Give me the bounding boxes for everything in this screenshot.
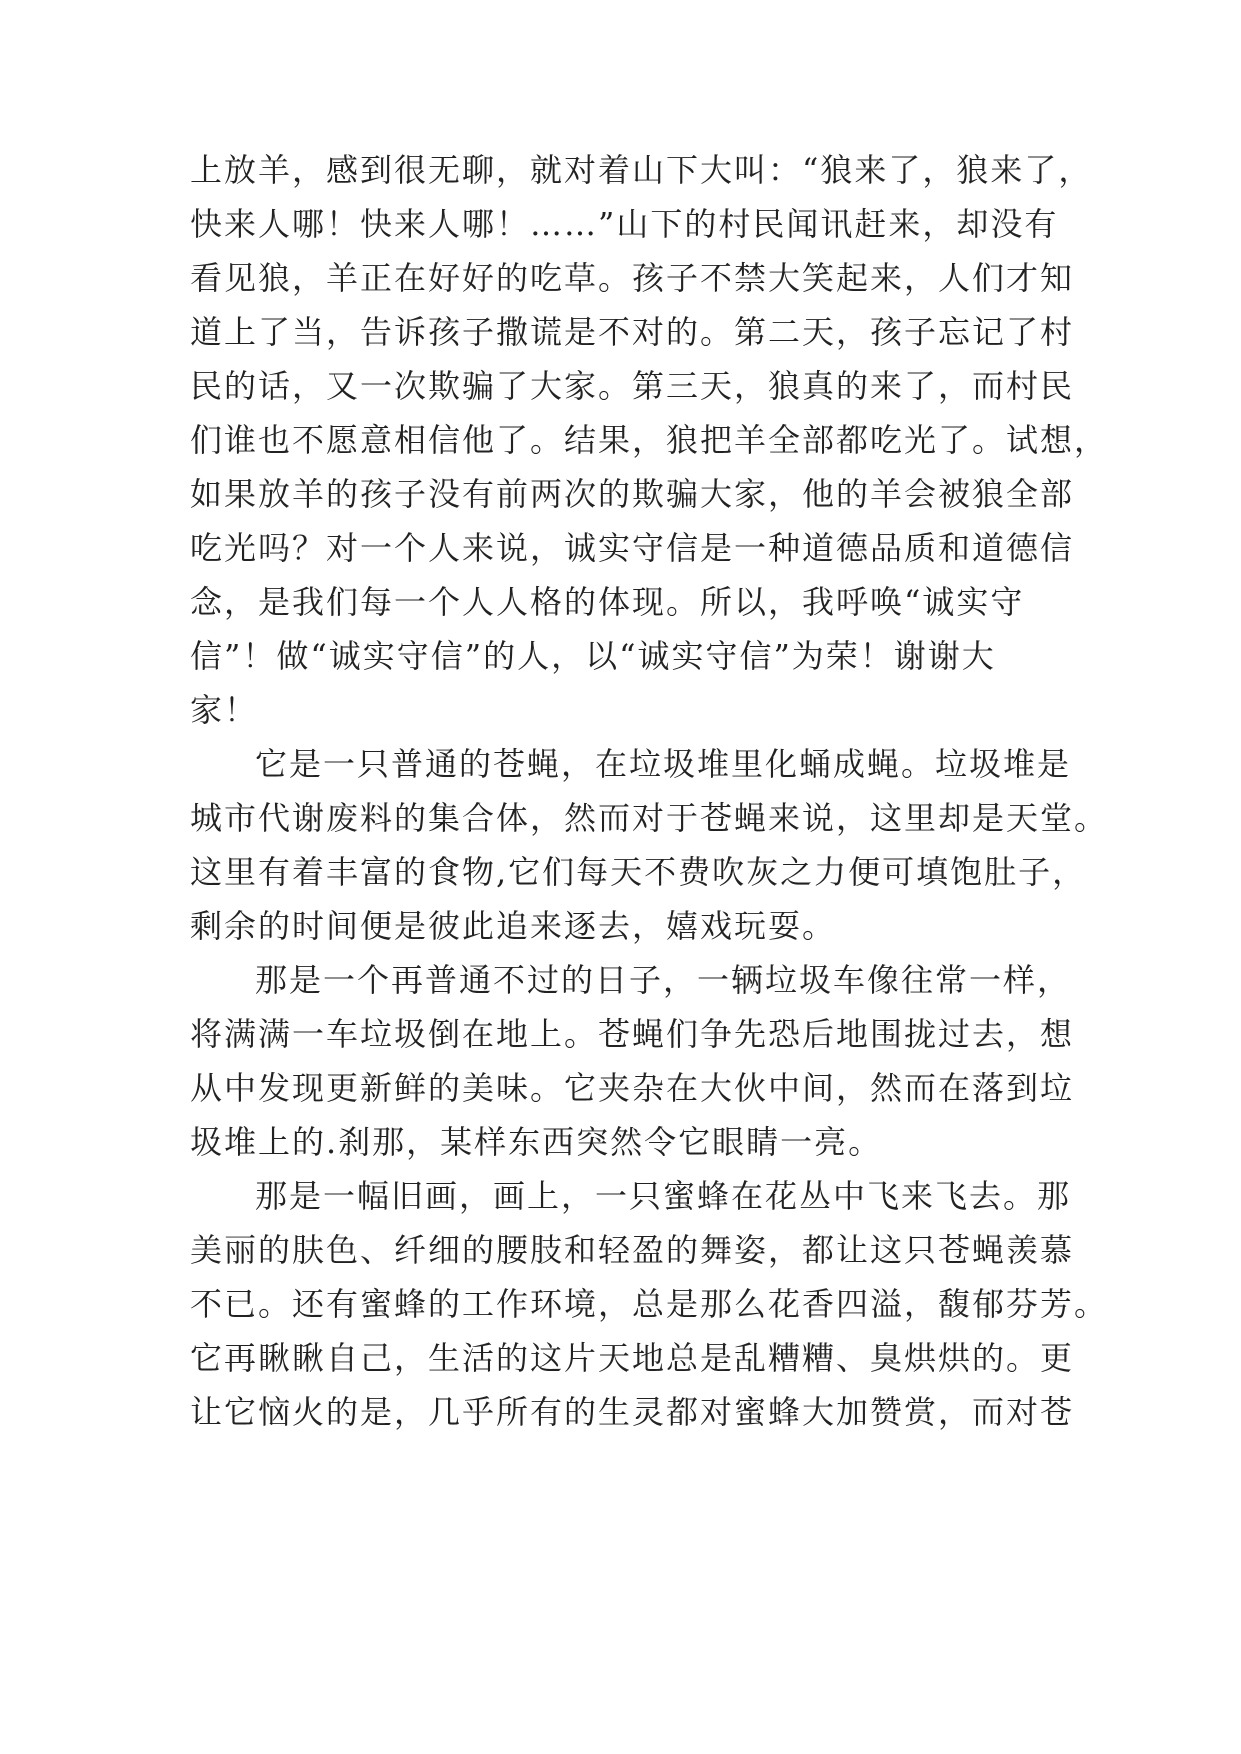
text-line-8: 吃光吗？对一个人来说，诚实守信是一种道德品质和道德信 [190,529,1075,567]
text-line-17: 将满满一车垃圾倒在地上。苍蝇们争先恐后地围拢过去，想 [190,1015,1075,1053]
text-line-15: 剩余的时间便是彼此追来逐去，嬉戏玩耍。 [190,907,837,945]
text-line-1: 上放羊，感到很无聊，就对着山下大叫：“狼来了，狼来了， [190,151,1093,189]
text-line-24: 让它恼火的是，几乎所有的生灵都对蜜蜂大加赞赏，而对苍 [190,1393,1075,1431]
text-line-13: 城市代谢废料的集合体，然而对于苍蝇来说，这里却是天堂。 [190,799,1109,837]
text-line-3: 看见狼，羊正在好好的吃草。孩子不禁大笑起来，人们才知 [190,259,1075,297]
text-line-11: 家！ [190,691,259,729]
text-line-22: 不已。还有蜜蜂的工作环境，总是那么花香四溢，馥郁芬芳。 [190,1285,1109,1323]
text-line-18: 从中发现更新鲜的美味。它夹杂在大伙中间，然而在落到垃 [190,1069,1075,1107]
text-line-2: 快来人哪！快来人哪！……”山下的村民闻讯赶来，却没有 [190,205,1059,243]
text-line-10: 信”！做“诚实守信”的人，以“诚实守信”为荣！谢谢大 [190,637,996,675]
paragraph-start-line: 那是一个再普通不过的日子，一辆垃圾车像往常一样， [255,961,1072,999]
text-line-9: 念，是我们每一个人人格的体现。所以，我呼唤“诚实守 [190,583,1025,621]
text-line-5: 民的话，又一次欺骗了大家。第三天，狼真的来了，而村民 [190,367,1075,405]
text-line-23: 它再瞅瞅自己，生活的这片天地总是乱糟糟、臭烘烘的。更 [190,1339,1075,1377]
text-line-14: 这里有着丰富的食物,它们每天不费吹灰之力便可填饱肚子， [190,853,1087,891]
text-line-21: 美丽的肤色、纤细的腰肢和轻盈的舞姿，都让这只苍蝇羡慕 [190,1231,1075,1269]
paragraph-start-line: 那是一幅旧画，画上，一只蜜蜂在花丛中飞来飞去。那 [255,1177,1072,1215]
text-line-7: 如果放羊的孩子没有前两次的欺骗大家，他的羊会被狼全部 [190,475,1075,513]
text-line-19: 圾堆上的.刹那，某样东西突然令它眼睛一亮。 [190,1123,883,1161]
text-line-4: 道上了当，告诉孩子撒谎是不对的。第二天，孩子忘记了村 [190,313,1075,351]
paragraph-start-line: 它是一只普通的苍蝇，在垃圾堆里化蛹成蝇。垃圾堆是 [255,745,1072,783]
text-line-6: 们谁也不愿意相信他了。结果，狼把羊全部都吃光了。试想， [190,421,1109,459]
